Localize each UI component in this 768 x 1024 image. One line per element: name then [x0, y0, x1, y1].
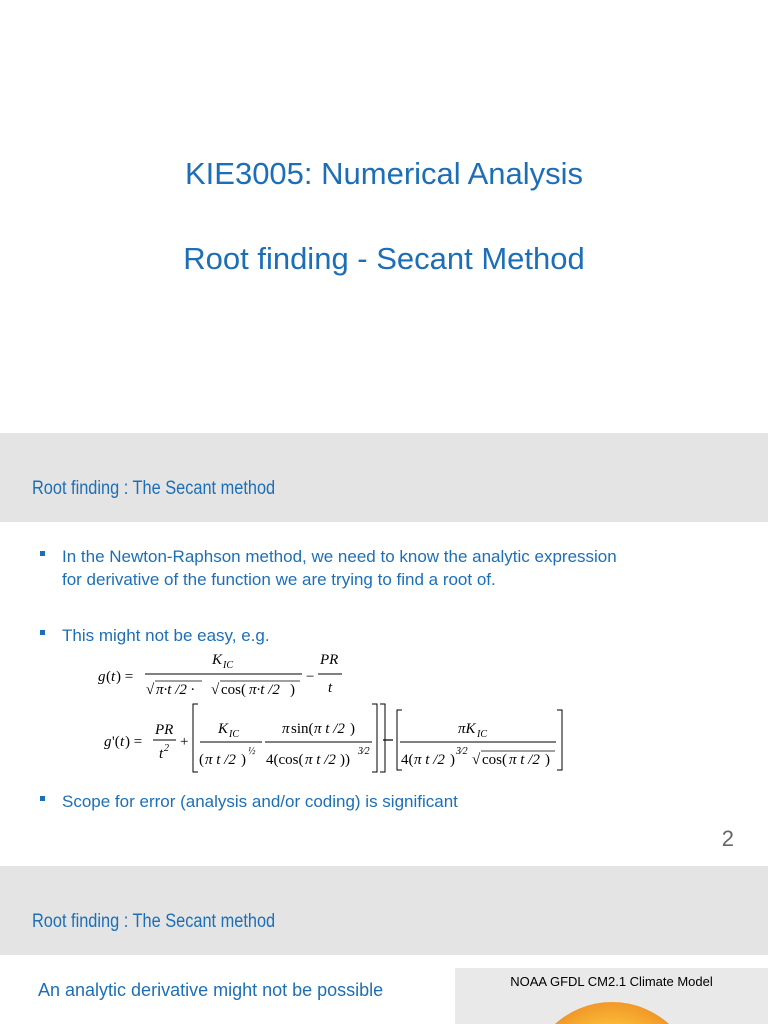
svg-text:IC: IC	[223, 660, 233, 671]
svg-text:π t /2: π t /2	[205, 752, 236, 768]
globe-map-image	[527, 1002, 697, 1024]
svg-text:IC: IC	[477, 729, 487, 740]
svg-text:√: √	[472, 752, 481, 768]
svg-text:t: t	[328, 680, 333, 696]
svg-text:3⁄2: 3⁄2	[456, 746, 468, 757]
svg-text:4(cos(: 4(cos(	[266, 752, 304, 768]
svg-text:t: t	[111, 669, 116, 685]
slide2-header: Root finding : The Secant method	[32, 478, 276, 499]
page-number: 2	[721, 826, 734, 851]
svg-text:π t /2: π t /2	[305, 752, 336, 768]
svg-text:g: g	[98, 669, 106, 685]
svg-text:−: −	[306, 669, 315, 685]
svg-text:K: K	[218, 721, 229, 737]
climate-model-image	[455, 968, 768, 1024]
slide-title-topic: Root finding - Secant Method	[183, 241, 585, 276]
svg-text:π t /2: π t /2	[509, 752, 540, 768]
bullet-marker	[40, 796, 45, 801]
svg-text:K: K	[212, 652, 223, 668]
svg-text:) =: ) =	[125, 734, 143, 750]
svg-text:): )	[350, 721, 355, 737]
svg-text:IC: IC	[229, 729, 239, 740]
svg-text:t: t	[159, 746, 164, 762]
svg-text:√: √	[146, 682, 155, 698]
svg-text:3⁄2: 3⁄2	[358, 746, 370, 757]
svg-text:): )	[545, 752, 550, 768]
svg-text:cos(: cos(	[221, 682, 246, 698]
climate-image-title: NOAA GFDL CM2.1 Climate Model	[510, 974, 713, 989]
svg-text:π: π	[282, 721, 290, 737]
slide3-text: An analytic derivative might not be possible	[38, 980, 384, 1000]
svg-text:cos(: cos(	[482, 752, 507, 768]
svg-text:+: +	[180, 734, 189, 750]
svg-text:) =: ) =	[116, 669, 134, 685]
svg-text:π·t /2: π·t /2	[249, 682, 280, 698]
equation-g-prime	[104, 704, 562, 772]
equation-g	[98, 652, 342, 698]
svg-text:πK: πK	[458, 721, 476, 737]
svg-text:½: ½	[248, 746, 256, 757]
svg-text:): )	[450, 752, 455, 768]
svg-text:√: √	[211, 682, 220, 698]
svg-text:): )	[241, 752, 246, 768]
svg-text:(: (	[106, 669, 111, 685]
svg-text:PR: PR	[155, 722, 174, 738]
svg-text:(: (	[199, 752, 204, 768]
svg-text:'(: '(	[112, 734, 120, 750]
svg-text:sin(: sin(	[291, 721, 314, 737]
slide3-header: Root finding : The Secant method	[32, 911, 276, 932]
svg-text:π t /2: π t /2	[414, 752, 445, 768]
svg-text:4(: 4(	[401, 752, 414, 768]
svg-text:t: t	[120, 734, 125, 750]
svg-text:2: 2	[164, 743, 169, 754]
bullet-3: Scope for error (analysis and/or coding) is significant	[62, 792, 458, 811]
svg-text:π·t /2 ·: π·t /2 ·	[156, 682, 195, 698]
bullet-2: This might not be easy, e.g.	[62, 626, 270, 645]
svg-text:PR: PR	[320, 652, 339, 668]
slide-title-course: KIE3005: Numerical Analysis	[184, 156, 584, 191]
svg-text:g: g	[104, 734, 112, 750]
bullet-1-line-1: In the Newton-Raphson method, we need to know the analytic expression	[62, 547, 617, 566]
svg-text:): )	[290, 682, 295, 698]
bullet-1-line-2: for derivative of the function we are trying to find a root of.	[62, 570, 496, 589]
svg-text:π t /2: π t /2	[314, 721, 345, 737]
svg-text:)): ))	[340, 752, 350, 768]
